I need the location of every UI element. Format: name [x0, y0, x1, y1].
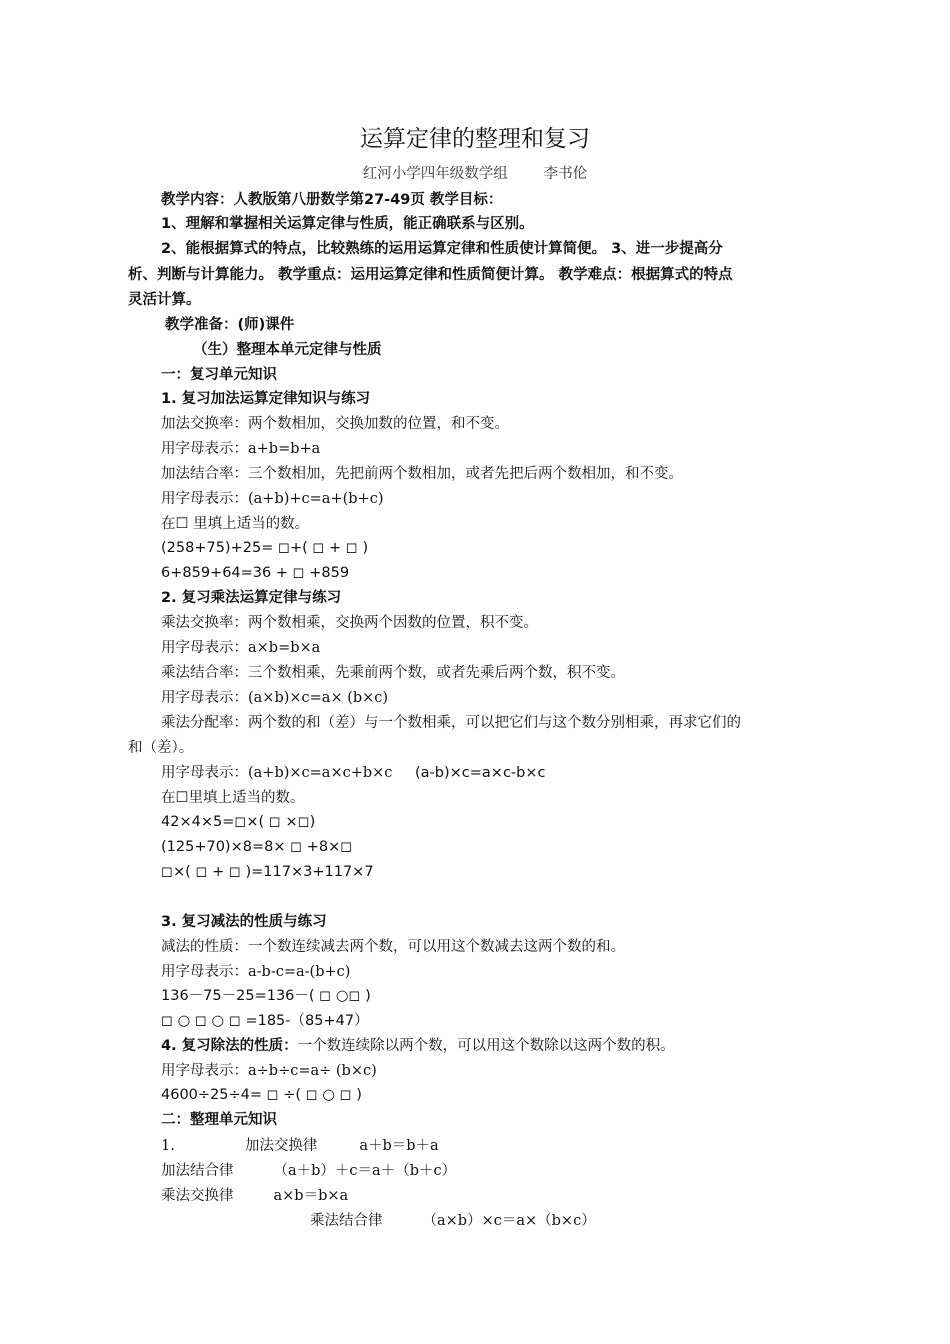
subsection-addition-heading: 1. 复习加法运算定律知识与练习	[161, 391, 371, 407]
division-property-text: 一个数连续除以两个数，可以用这个数除以这两个数的积。	[297, 1038, 675, 1054]
mul-associative-formula: 用字母表示：(a×b)×c=a× (b×c)	[161, 690, 389, 706]
law-formula: （a×b）×c＝a×（b×c）	[422, 1213, 596, 1229]
exercise-mul-1: 42×4×5=◻×( ◻ ×◻)	[161, 814, 316, 830]
law-name: 乘法结合律	[310, 1213, 383, 1229]
distributive-formula-diff: (a-b)×c=a×c-b×c	[415, 765, 546, 781]
add-associative-formula: 用字母表示：(a+b)+c=a+(b+c)	[161, 491, 384, 507]
subsection-division-heading: 4. 复习除法的性质：	[161, 1038, 298, 1054]
fill-instruction-2: 在☐里填上适当的数。	[161, 790, 305, 806]
law-name: 加法交换律	[244, 1138, 318, 1154]
objective-3: 析、判断与计算能力。 教学重点：运用运算定律和性质简便计算。 教学难点：根据算式的特点	[128, 267, 733, 283]
teaching-content: 教学内容：人教版第八册数学第27-49页 教学目标：	[161, 192, 503, 208]
exercise-mul-2: (125+70)×8=8× ◻ +8×◻	[161, 839, 353, 855]
author-name: 李书伦	[543, 166, 588, 182]
law-formula: a×b＝b×a	[273, 1188, 349, 1204]
prep-teacher: 教学准备：(师)课件	[165, 317, 295, 333]
mul-commutative-formula: 用字母表示：a×b=b×a	[161, 640, 321, 656]
objective-1: 1、理解和掌握相关运算定律与性质，能正确联系与区别。	[161, 216, 534, 232]
law-name: 乘法交换律	[161, 1188, 234, 1204]
distributive-text-end: 和（差）。	[128, 740, 194, 756]
law-formula: （a＋b）＋c＝a＋（b＋c）	[273, 1163, 457, 1179]
subsection-multiplication-heading: 2. 复习乘法运算定律与练习	[161, 590, 342, 606]
exercise-add-2: 6+859+64=36 + ◻ +859	[161, 565, 350, 581]
exercise-div-1: 4600÷25÷4= ◻ ÷( ◻ ○ ◻ )	[161, 1087, 362, 1103]
section-2-heading: 二：整理单元知识	[161, 1112, 277, 1128]
distributive-text: 乘法分配率：两个数的和（差）与一个数相乘，可以把它们与这个数分别相乘，再求它们的	[161, 715, 741, 731]
division-formula: 用字母表示：a÷b÷c=a÷ (b×c)	[161, 1063, 377, 1079]
law-number: 1.	[161, 1138, 175, 1154]
subsection-subtraction-heading: 3. 复习减法的性质与练习	[161, 914, 327, 930]
subtraction-formula: 用字母表示：a-b-c=a-(b+c)	[161, 964, 351, 980]
exercise-sub-1: 136－75－25=136－( ◻ ○◻ )	[161, 988, 371, 1004]
exercise-add-1: (258+75)+25= ◻+( ◻ + ◻ )	[161, 540, 369, 556]
law-row-mul-commutative	[161, 1186, 348, 1206]
division-property-line	[161, 1036, 675, 1056]
subtraction-property-text: 减法的性质：一个数连续减去两个数，可以用这个数减去这两个数的和。	[161, 939, 625, 955]
author-org: 红河小学四年级数学组	[362, 166, 508, 182]
mul-commutative-text: 乘法交换率：两个数相乘，交换两个因数的位置，积不变。	[161, 615, 538, 631]
distributive-formula-sum: 用字母表示：(a+b)×c=a×c+b×c	[161, 765, 393, 781]
objective-2: 2、能根据算式的特点，比较熟练的运用运算定律和性质使计算简便。 3、进一步提高分	[161, 241, 723, 257]
mul-associative-text: 乘法结合率：三个数相乘，先乘前两个数，或者先乘后两个数，积不变。	[161, 665, 625, 681]
add-associative-text: 加法结合率：三个数相加，先把前两个数相加，或者先把后两个数相加，和不变。	[161, 466, 683, 482]
author-line	[0, 164, 950, 184]
exercise-mul-3: ◻×( ◻ + ◻ )=117×3+117×7	[161, 864, 374, 880]
exercise-sub-2: ◻ ○ ◻ ○ ◻ =185-（85+47）	[161, 1013, 369, 1029]
add-commutative-text: 加法交换率：两个数相加，交换加数的位置，和不变。	[161, 416, 509, 432]
law-name: 加法结合律	[161, 1163, 234, 1179]
add-commutative-formula: 用字母表示：a+b=b+a	[161, 441, 321, 457]
fill-instruction-1: 在☐ 里填上适当的数。	[161, 516, 310, 532]
law-row-add-commutative	[161, 1136, 439, 1156]
prep-student: （生）整理本单元定律与性质	[193, 342, 382, 358]
law-row-add-associative	[161, 1161, 456, 1181]
law-row-mul-associative	[310, 1211, 596, 1231]
page-title: 运算定律的整理和复习	[360, 126, 590, 152]
law-formula: a＋b＝b＋a	[359, 1138, 439, 1154]
section-1-heading: 一：复习单元知识	[161, 367, 277, 383]
difficulty-end: 灵活计算。	[128, 292, 201, 308]
